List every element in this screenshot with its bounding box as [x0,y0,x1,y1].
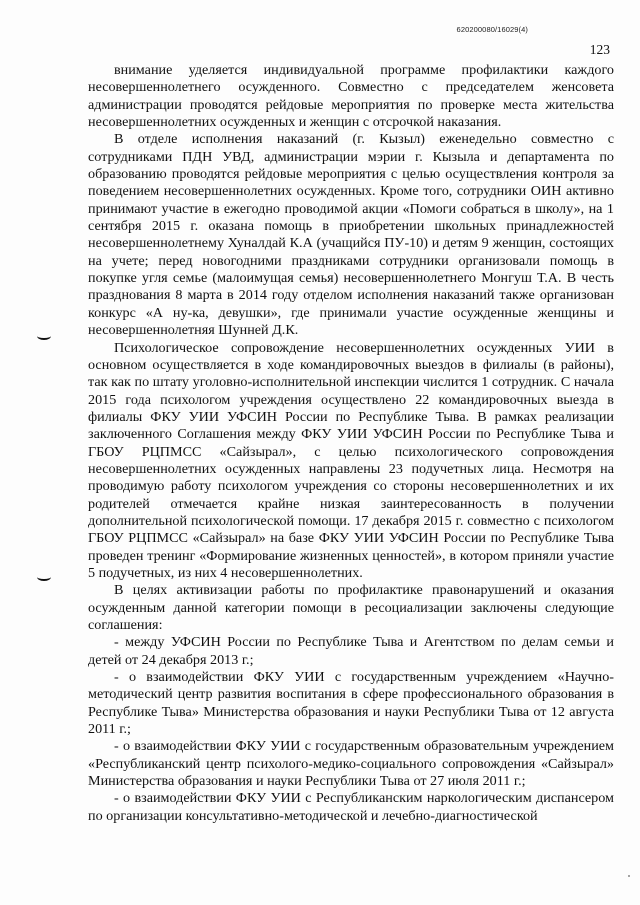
list-item-3: - о взаимодействии ФКУ УИИ с государственным образовательным учреждением «Республиканский центр психолого-медико-социального сопровождения «Сайзырал» Министерства образования и науки Республики Тыва от 27 июля 2011 г.; [88,738,614,790]
paragraph-1: внимание уделяется индивидуальной программе профилактики каждого несовершеннолетнего осужденного. Совместно с председателем женсовета администрации проводятся рейдовые мероприятия по проверке места жительства несовершеннолетних осужденных и женщин с отсрочкой наказания. [88,62,614,131]
document-code: 620200080/16029(4) [456,25,528,34]
margin-tick-mark [37,573,51,581]
paragraph-3: Психологическое сопровождение несовершеннолетних осужденных УИИ в основном осуществляется в ходе командировочных выездов в филиалы (в районы), так как по штату уголовно-исполнительной инспекции числится 1 сотрудник. С начала 2015 года психологом учреждения осуществлено 22 командировочных выезда в филиалы ФКУ УИИ УФСИН России по Республике Тыва. В рамках реализации заключенного Соглашения между ФКУ УИИ УФСИН России по Республике Тыва и ГБОУ РЦПМСС «Сайзырал», с целью психологического сопровождения несовершеннолетних осужденных направлены 23 подучетных лица. Несмотря на проводимую работу психологом учреждения со стороны несовершеннолетних и их родителей отмечается крайне низкая заинтересованность в получении дополнительной психологической помощи. 17 декабря 2015 г. совместно с психологом ГБОУ РЦПМСС «Сайзырал» на базе ФКУ УИИ УФСИН России по Республике Тыва проведен тренинг «Формирование жизненных ценностей», в котором приняли участие 5 подучетных, из них 4 несовершеннолетних. [88,339,614,581]
list-item-1: - между УФСИН России по Республике Тыва и Агентством по делам семьи и детей от 24 декабря 2013 г.; [88,634,614,668]
list-item-4: - о взаимодействии ФКУ УИИ с Республиканским наркологическим диспансером по организации консультативно-методической и лечебно-диагностической [88,790,614,824]
margin-tick-mark [37,332,51,340]
paragraph-4: В целях активизации работы по профилактике правонарушений и оказания осужденным данной категории помощи в ресоциализации заключены следующие соглашения: [88,582,614,633]
scan-speck [628,875,630,877]
list-item-2: - о взаимодействии ФКУ УИИ с государственным учреждением «Научно-методический центр развития воспитания в сфере профессионального образования в Республике Тыва» Министерства образования и науки Республики Тыва от 12 августа 2011 г.; [88,669,614,738]
paragraph-2: В отделе исполнения наказаний (г. Кызыл) еженедельно совместно с сотрудниками ПДН УВД, администрации мэрии г. Кызыла и департамента по образованию проводятся рейдовые мероприятия с целью осуществления контроля за поведением несовершеннолетних осужденных. Кроме того, сотрудники ОИН активно принимают участие в ежегодно проводимой акции «Помоги собраться в школу», на 1 сентября 2015 г. оказана помощь в приобретении школьных принадлежностей несовершеннолетнему Хуналдай К.А (учащийся ПУ-10) и детям 9 женщин, состоящих на учете; перед новогодними праздниками сотрудники организовали помощь в покупке угля семье (малоимущая семья) несовершеннолетнего Монгуш Т.А. В честь празднования 8 марта в 2014 году отделом исполнения наказаний также организован конкурс «А ну-ка, девушки», где принимали участие осужденные женщины и несовершеннолетняя Шунней Д.К. [88,131,614,339]
document-body [88,62,614,825]
page-number: 123 [589,42,610,57]
